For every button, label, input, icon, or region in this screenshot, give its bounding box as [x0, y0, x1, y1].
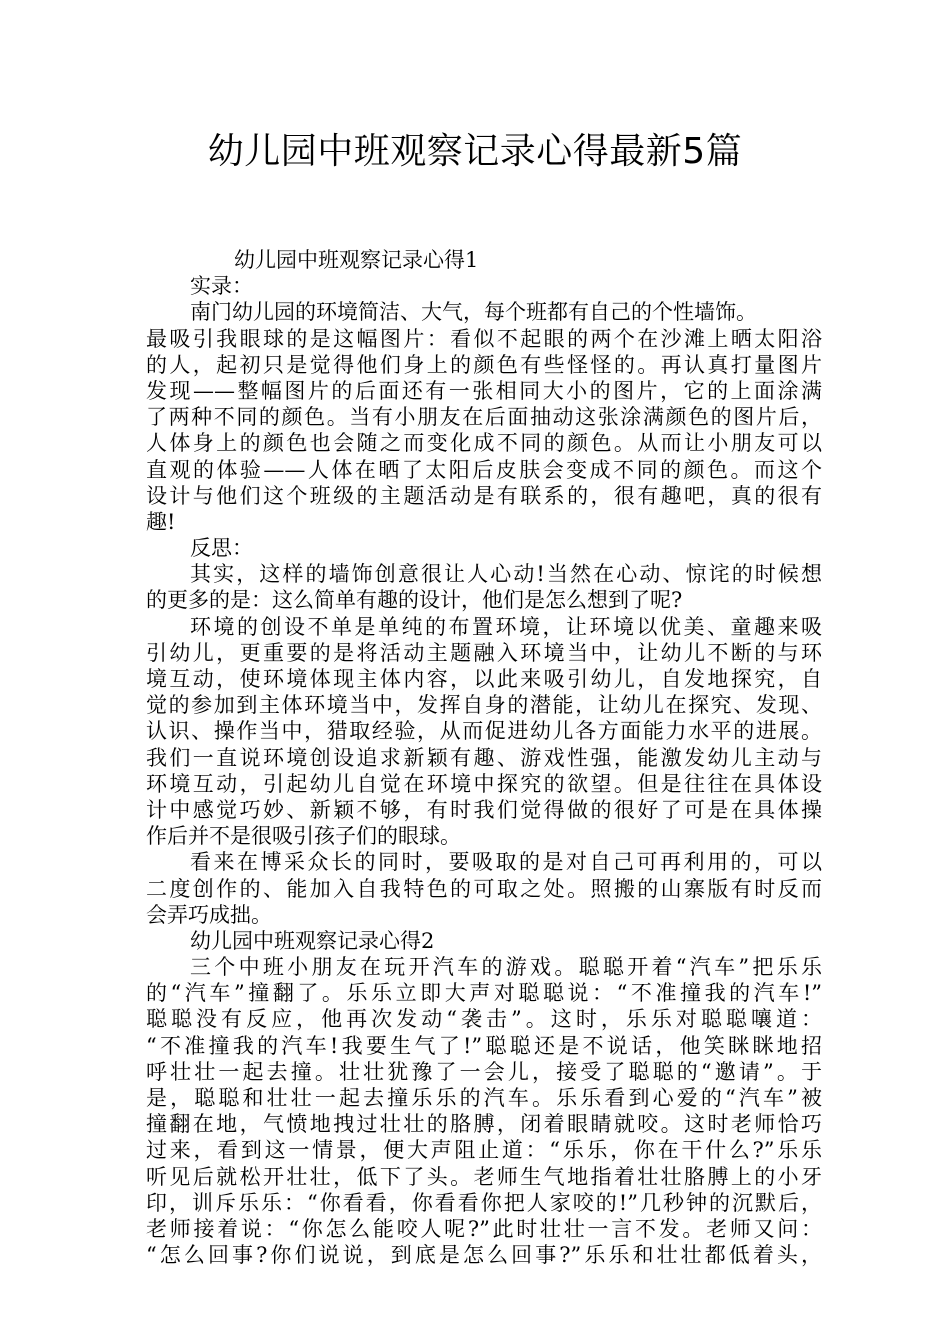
text-line: 环境互动，引起幼儿自觉在环境中探究的欲望。但是往往在具体设 [146, 771, 822, 796]
text-line: 的更多的是：这么简单有趣的设计，他们是怎么想到了呢? [146, 588, 683, 613]
text-line: 环境的创设不单是单纯的布置环境，让环境以优美、童趣来吸 [190, 614, 822, 639]
text-line: 计中感觉巧妙、新颖不够，有时我们觉得做的很好了可是在具体操 [146, 797, 822, 822]
text-line: 二度创作的、能加入自我特色的可取之处。照搬的山寨版有时反而 [146, 876, 822, 901]
text-line: 幼儿园中班观察记录心得2 [190, 928, 435, 953]
text-line: 过来，看到这一情景，便大声阻止道：“乐乐，你在干什么?”乐乐 [146, 1138, 822, 1163]
text-line: 印，训斥乐乐：“你看看，你看看你把人家咬的!”几秒钟的沉默后， [146, 1190, 822, 1215]
text-line: 幼儿园中班观察记录心得1 [234, 248, 479, 272]
text-line: 趣! [146, 509, 176, 534]
text-line: 老师接着说：“你怎么能咬人呢?”此时壮壮一言不发。老师又问： [146, 1216, 822, 1241]
document-body [146, 247, 822, 1268]
text-line: 我们一直说环境创设追求新颖有趣、游戏性强，能激发幼儿主动与 [146, 745, 822, 770]
text-line: 实录： [190, 274, 253, 299]
text-line: 看来在博采众长的同时，要吸取的是对自己可再利用的，可以 [190, 850, 822, 875]
text-line: 境互动，使环境体现主体内容，以此来吸引幼儿，自发地探究，自 [146, 667, 822, 691]
text-line: 引幼儿，更重要的是将活动主题融入环境当中，让幼儿不断的与环 [146, 640, 822, 665]
text-line: 的“汽车”撞翻了。乐乐立即大声对聪聪说：“不准撞我的汽车!” [146, 981, 822, 1006]
text-line: 设计与他们这个班级的主题活动是有联系的，很有趣吧，真的很有 [146, 483, 822, 508]
text-line: 聪聪没有反应，他再次发动“袭击”。这时，乐乐对聪聪嚷道： [146, 1007, 822, 1032]
text-line: 人体身上的颜色也会随之而变化成不同的颜色。从而让小朋友可以 [146, 431, 822, 456]
text-line: 觉的参加到主体环境当中，发挥自身的潜能，让幼儿在探究、发现、 [146, 693, 822, 718]
text-line: 撞翻在地，气愤地拽过壮壮的胳膊，闭着眼睛就咬。这时老师恰巧 [146, 1112, 822, 1137]
text-line: 了两种不同的颜色。当有小朋友在后面抽动这张涂满颜色的图片后， [146, 405, 822, 430]
text-line: 听见后就松开壮壮，低下了头。老师生气地指着壮壮胳膊上的小牙 [146, 1164, 822, 1189]
text-line: 其实，这样的墙饰创意很让人心动!当然在心动、惊诧的时候想 [190, 562, 822, 587]
text-line: 的人，起初只是觉得他们身上的颜色有些怪怪的。再认真打量图片 [146, 352, 822, 377]
document-title: 幼儿园中班观察记录心得最新5篇 [207, 131, 743, 172]
text-line: 三个中班小朋友在玩开汽车的游戏。聪聪开着“汽车”把乐乐 [190, 955, 822, 980]
text-line: “怎么回事?你们说说，到底是怎么回事?”乐乐和壮壮都低着头， [146, 1243, 822, 1268]
text-line: 反思： [190, 536, 253, 561]
text-line: 发现——整幅图片的后面还有一张相同大小的图片，它的上面涂满 [146, 378, 822, 403]
text-line: 最吸引我眼球的是这幅图片：看似不起眼的两个在沙滩上晒太阳浴 [146, 326, 822, 351]
text-line: “不准撞我的汽车!我要生气了!”聪聪还是不说话，他笑眯眯地招 [146, 1033, 822, 1058]
text-line: 直观的体验——人体在晒了太阳后皮肤会变成不同的颜色。而这个 [146, 457, 822, 482]
text-line: 会弄巧成拙。 [146, 902, 272, 927]
text-line: 认识、操作当中，猎取经验，从而促进幼儿各方面能力水平的进展。 [146, 719, 822, 744]
text-line: 作后并不是很吸引孩子们的眼球。 [146, 824, 461, 849]
text-line: 南门幼儿园的环境简洁、大气，每个班都有自己的个性墙饰。 [190, 300, 757, 325]
text-line: 是，聪聪和壮壮一起去撞乐乐的汽车。乐乐看到心爱的“汽车”被 [146, 1086, 822, 1110]
text-line: 呼壮壮一起去撞。壮壮犹豫了一会儿，接受了聪聪的“邀请”。于 [146, 1059, 822, 1084]
